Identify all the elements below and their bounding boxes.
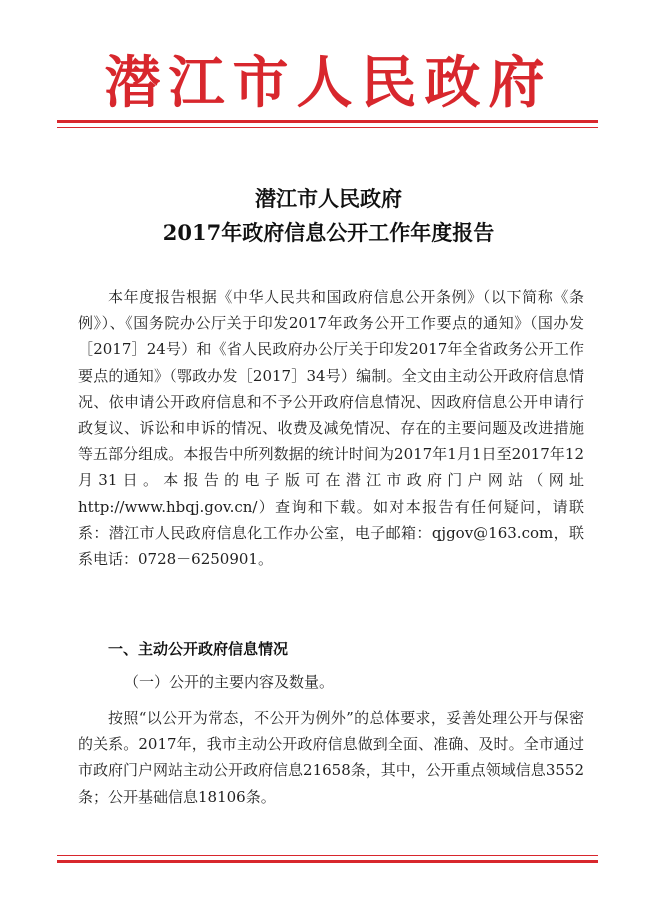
footer-divider-thin xyxy=(57,855,598,856)
footer-divider-thick xyxy=(57,860,598,863)
section-subheading: （一）公开的主要内容及数量。 xyxy=(124,673,335,691)
intro-paragraph: 本年度报告根据《中华人民共和国政府信息公开条例》（以下简称《条例》）、《国务院办公厅关于印发2017年政务公开工作要点的通知》（国办发［2017］24号）和《省人民政府办公厅关于印发2017年全省政务公开工作要点的通知》（鄂政办发［2017］34号）编制。全文由主动公开政府信息情况、依申请公开政府信息和不予公开政府信息情况、因政府信息公开申请行政复议、诉讼和申诉的情况、收费及减免情况、存在的主要问题及改进措施等五部分组成。本报告中所列数据的统计时间为2017年1月1日至2017年12月31日。本报告的电子版可在潜江市政府门户网站（网址http://www.hbqj.gov.cn/）查询和下载。如对本报告有任何疑问，请联系：潜江市人民政府信息化工作办公室，电子邮箱：qjgov@163.com，联系电话：0728－6250901。 xyxy=(78,288,584,569)
masthead-divider-thin xyxy=(57,127,598,128)
masthead-divider-thick xyxy=(57,120,598,123)
section-heading: 一、主动公开政府信息情况 xyxy=(108,640,289,658)
masthead-title: 潜江市人民政府 xyxy=(104,50,553,116)
section-paragraph: 按照“以公开为常态，不公开为例外”的总体要求，妥善处理公开与保密的关系。2017年，我市主动公开政府信息做到全面、准确、及时。全市通过市政府门户网站主动公开政府信息21658条，其中，公开重点领域信息3552条；公开基础信息18106条。 xyxy=(78,709,584,806)
report-title-line2: 2017年政府信息公开工作年度报告 xyxy=(162,220,495,245)
report-title-line1: 潜江市人民政府 xyxy=(255,186,402,211)
